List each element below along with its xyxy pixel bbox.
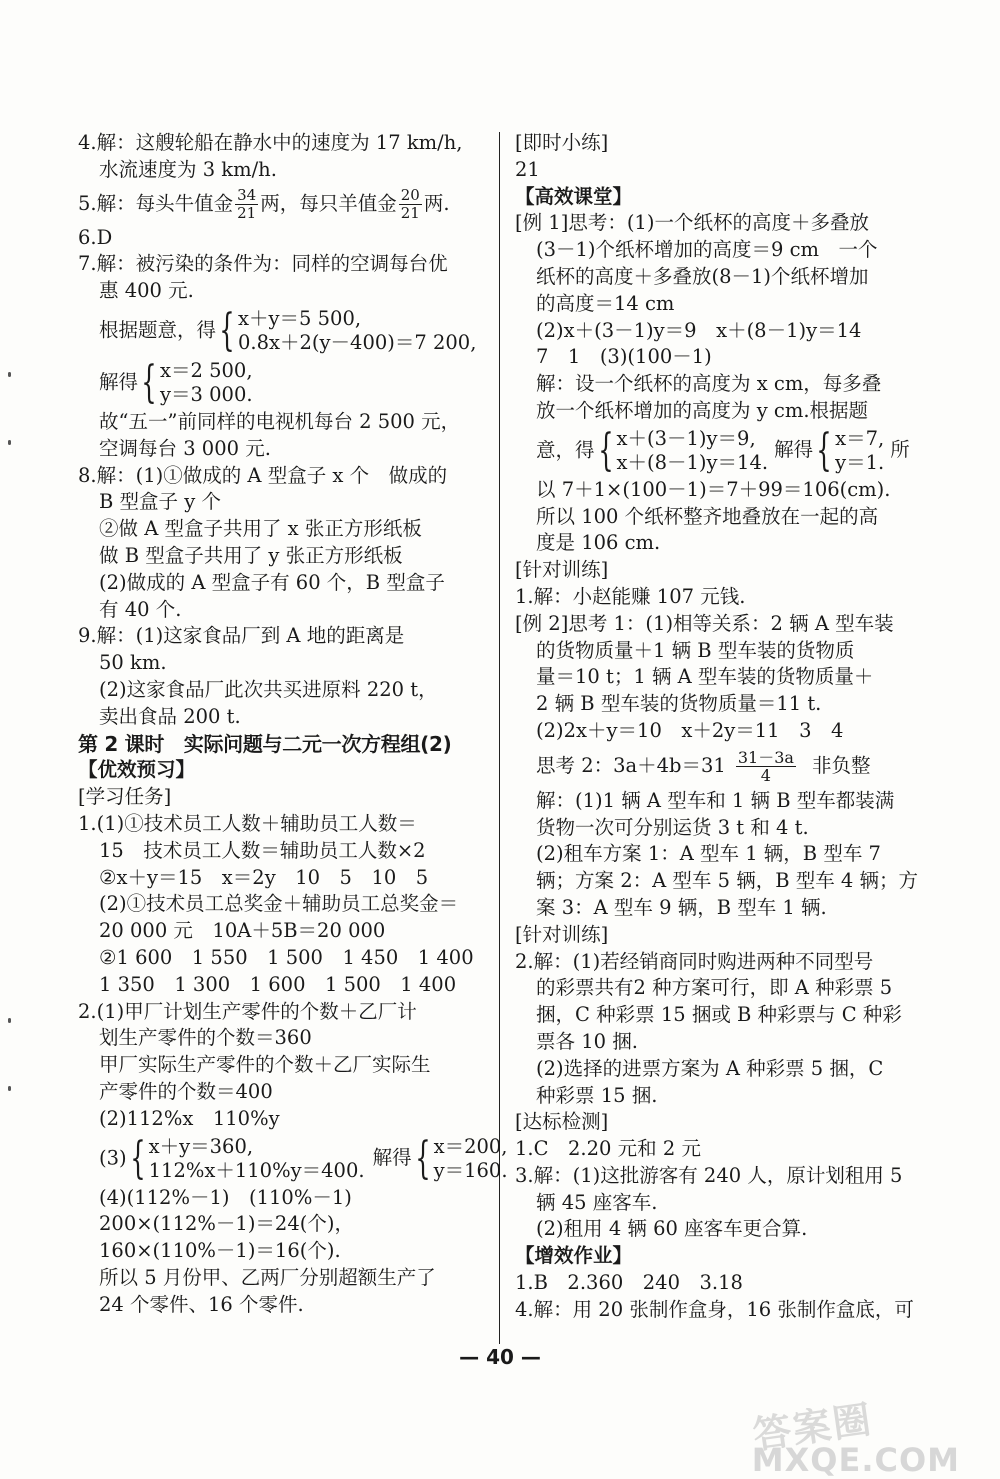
task-1-line: ②1 600 1 550 1 500 1 450 1 400 bbox=[99, 945, 474, 969]
example-2-line: 量＝10 t；1 辆 A 型车装的货物质量＋ bbox=[536, 665, 874, 689]
training-2-line: 种彩票 15 捆. bbox=[536, 1083, 658, 1107]
page-number: — 40 — bbox=[459, 1345, 541, 1369]
task-1-line: (2)①技术员工总奖金＋辅助员工总奖金＝ bbox=[99, 892, 459, 916]
equation-label: (3) bbox=[99, 1146, 127, 1170]
example-1-line: 所以 100 个纸杯整齐地叠放在一起的高 bbox=[536, 504, 879, 528]
equation-row: x＝7, bbox=[835, 426, 885, 450]
equation-system: { x＝7, y＝1. bbox=[816, 424, 885, 476]
answer-8-line: B 型盒子 y 个 bbox=[99, 490, 221, 514]
equation-system-line bbox=[515, 425, 935, 477]
training-2-line: 2.解：(1)若经销商同时购进两种不同型号 bbox=[515, 949, 874, 973]
example-1-line: 度是 106 cm. bbox=[536, 531, 661, 555]
training-2-line: 捆，C 种彩票 15 捆或 B 种彩票与 C 种彩 bbox=[536, 1003, 902, 1027]
task-2-line: 所以 5 月份甲、乙两厂分别超额生产了 bbox=[99, 1265, 436, 1289]
equation-label: 所 bbox=[890, 438, 910, 462]
subsection-heading: [学习任务] bbox=[78, 785, 172, 809]
example-2-line: 案 3：A 型车 9 辆，B 型车 1 辆. bbox=[536, 895, 827, 919]
fraction bbox=[736, 749, 796, 784]
answer-6: 6.D bbox=[78, 225, 113, 249]
equation-label: 根据题意，得 bbox=[99, 318, 217, 342]
equation-row: x＋(3－1)y＝9, bbox=[616, 426, 756, 450]
equation-system: { x＋y＝360, 112%x＋110%y＝400. bbox=[129, 1132, 365, 1184]
fraction bbox=[235, 187, 258, 222]
training-2-line: 票各 10 捆. bbox=[536, 1029, 638, 1053]
margin-mark bbox=[8, 1086, 11, 1091]
solution-system-line bbox=[78, 357, 488, 409]
answer-8-line: 8.解：(1)①做成的 A 型盒子 x 个 做成的 bbox=[78, 463, 448, 487]
task-2-line: (2)112%x 110%y bbox=[99, 1106, 280, 1130]
right-column bbox=[515, 130, 935, 1324]
subsection-heading: [针对训练] bbox=[515, 558, 609, 582]
example-2-line: (2)租车方案 1：A 型车 1 辆，B 型车 7 bbox=[536, 842, 881, 866]
homework-answers: 1.B 2.360 240 3.18 bbox=[515, 1271, 743, 1295]
example-2-line: 货物一次可分别运货 3 t 和 4 t. bbox=[536, 815, 809, 839]
task-2-line: (4)(112%－1) (110%－1) bbox=[99, 1185, 352, 1209]
answer-9-line: 卖出食品 200 t. bbox=[99, 704, 241, 728]
answer-7-line: 故“五一”前同样的电视机每台 2 500 元， bbox=[99, 409, 461, 433]
left-column bbox=[78, 130, 508, 1318]
check-3-line: 3.解：(1)这批游客有 240 人，原计划租用 5 bbox=[515, 1163, 903, 1187]
equation-row: 112%x＋110%y＝400. bbox=[148, 1158, 365, 1182]
equation-system: { x＝200, y＝160. bbox=[414, 1132, 508, 1184]
task-2-line: 甲厂实际生产零件的个数＋乙厂实际生 bbox=[99, 1053, 431, 1077]
task-2-line: 2.(1)甲厂计划生产零件的个数＋乙厂计 bbox=[78, 999, 417, 1023]
training-2-line: 的彩票共有2 种方案可行，即 A 种彩票 5 bbox=[536, 976, 893, 1000]
answer-9-line: 50 km. bbox=[99, 651, 167, 675]
think-2-line bbox=[515, 749, 935, 784]
example-2-line: 解：(1)1 辆 A 型车和 1 辆 B 型车都装满 bbox=[536, 788, 895, 812]
homework-4-line: 4.解：用 20 张制作盒身，16 张制作盒底，可 bbox=[515, 1297, 914, 1321]
answer-8-line: ②做 A 型盒子共用了 x 张正方形纸板 bbox=[99, 517, 422, 541]
example-2-line: 2 辆 B 型车装的货物质量＝11 t. bbox=[536, 692, 822, 716]
lesson-title: 第 2 课时 实际问题与二元一次方程组(2) bbox=[78, 731, 452, 756]
equation-row: y＝160. bbox=[433, 1158, 508, 1182]
check-answers: 1.C 2.20 元和 2 元 bbox=[515, 1137, 701, 1161]
example-1-line: 7 1 (3)(100－1) bbox=[536, 345, 712, 369]
equation-row: x＝2 500, bbox=[160, 358, 253, 382]
equation-label: 思考 2：3a＋4b＝31 bbox=[536, 753, 726, 777]
fraction-numerator: 20 bbox=[400, 185, 420, 204]
task-1-line: 1 350 1 300 1 600 1 500 1 400 bbox=[99, 972, 457, 996]
fraction-numerator: 31－3a bbox=[737, 747, 794, 767]
subsection-heading: [针对训练] bbox=[515, 922, 609, 946]
subsection-heading: [即时小练] bbox=[515, 131, 609, 154]
equation-row: y＝3 000. bbox=[160, 382, 253, 406]
equation-row: x＋y＝360, bbox=[148, 1134, 254, 1158]
example-1-line: (2)x＋(3－1)y＝9 x＋(8－1)y＝14 bbox=[536, 318, 862, 342]
equation-system-line bbox=[78, 1132, 508, 1185]
answer-8-line: 做 B 型盒子共用了 y 张正方形纸板 bbox=[99, 543, 403, 567]
training-2-line: (2)选择的进票方案为 A 种彩票 5 捆，C bbox=[536, 1056, 884, 1080]
watermark-logo: 答案圈 bbox=[750, 1396, 876, 1458]
example-1-line: 纸杯的高度＋多叠放(8－1)个纸杯增加 bbox=[536, 264, 869, 288]
example-1-line: (3－1)个纸杯增加的高度＝9 cm 一个 bbox=[536, 238, 878, 262]
equation-label: 解得 bbox=[774, 438, 814, 462]
training-1: 1.解：小赵能赚 107 元钱. bbox=[515, 584, 746, 608]
margin-mark bbox=[8, 1018, 11, 1023]
task-2-line: 产零件的个数＝400 bbox=[99, 1079, 273, 1103]
answer-8-line: (2)做成的 A 型盒子有 60 个，B 型盒子 bbox=[99, 570, 445, 594]
equation-label: 非负整 bbox=[811, 753, 871, 777]
fraction-denominator: 21 bbox=[400, 203, 420, 222]
fraction bbox=[399, 187, 422, 222]
watermark-url: MXQE.COM bbox=[751, 1441, 960, 1479]
task-1-line: 1.(1)①技术员工人数＋辅助员工人数＝ bbox=[78, 811, 417, 835]
subsection-heading: [达标检测] bbox=[515, 1110, 609, 1134]
equation-system-line bbox=[78, 305, 488, 357]
example-2-line: (2)2x＋y＝10 x＋2y＝11 3 4 bbox=[536, 718, 844, 742]
equation-label: 解得 bbox=[372, 1146, 412, 1170]
task-1-line: 15 技术员工人数＝辅助员工人数×2 bbox=[99, 838, 426, 862]
equation-system: { x＋y＝5 500, 0.8x＋2(y－400)＝7 200, bbox=[219, 304, 477, 356]
equation-row: 0.8x＋2(y－400)＝7 200, bbox=[238, 330, 477, 354]
answer-4-line: 4.解：这艘轮船在静水中的速度为 17 km/h, bbox=[78, 131, 463, 154]
example-1-line: 解：设一个纸杯的高度为 x cm，每多叠 bbox=[536, 372, 882, 396]
example-1-line: [例 1]思考：(1)一个纸杯的高度＋多叠放 bbox=[515, 211, 869, 235]
equation-row: x＋y＝5 500, bbox=[238, 306, 362, 330]
margin-mark bbox=[8, 440, 11, 445]
equation-row: y＝1. bbox=[835, 450, 885, 474]
check-3-line: (2)租用 4 辆 60 座客车更合算. bbox=[536, 1217, 808, 1241]
fraction-denominator: 21 bbox=[237, 203, 257, 222]
example-1-line: 以 7＋1×(100－1)＝7＋99＝106(cm). bbox=[536, 477, 891, 501]
task-1-line: 20 000 元 10A＋5B＝20 000 bbox=[99, 919, 386, 943]
answer-7-line: 空调每台 3 000 元. bbox=[99, 436, 271, 460]
task-2-line: 160×(110%－1)＝16(个). bbox=[99, 1239, 341, 1263]
margin-mark bbox=[8, 372, 11, 377]
check-3-line: 辆 45 座客车. bbox=[536, 1190, 658, 1214]
answer-5-text: 5.解：每头牛值金 bbox=[78, 191, 234, 215]
task-2-line: 200×(112%－1)＝24(个)， bbox=[99, 1212, 354, 1236]
equation-label: 解得 bbox=[99, 370, 139, 394]
answer-4-line: 水流速度为 3 km/h. bbox=[99, 157, 277, 181]
equation-system: { x＋(3－1)y＝9, x＋(8－1)y＝14. bbox=[597, 424, 769, 476]
fraction-numerator: 34 bbox=[237, 185, 257, 204]
example-2-line: 辆；方案 2：A 型车 5 辆，B 型车 4 辆；方 bbox=[536, 869, 919, 893]
equation-row: x＋(8－1)y＝14. bbox=[616, 450, 769, 474]
equation-row: x＝200, bbox=[433, 1134, 508, 1158]
answer-8-line: 有 40 个. bbox=[99, 597, 182, 621]
task-2-line: 划生产零件的个数＝360 bbox=[99, 1026, 312, 1050]
section-heading: 【优效预习】 bbox=[78, 758, 196, 782]
example-1-line: 的高度＝14 cm bbox=[536, 291, 675, 315]
equation-system: { x＝2 500, y＝3 000. bbox=[141, 356, 253, 408]
answer-7-line: 惠 400 元. bbox=[99, 279, 194, 303]
answer-9-line: 9.解：(1)这家食品厂到 A 地的距离是 bbox=[78, 624, 405, 648]
example-2-line: 的货物质量＋1 辆 B 型车装的货物质 bbox=[536, 638, 855, 662]
section-heading: 【增效作业】 bbox=[515, 1244, 633, 1268]
answer-7-line: 7.解：被污染的条件为：同样的空调每台优 bbox=[78, 252, 448, 276]
fraction-denominator: 4 bbox=[760, 765, 771, 785]
watermark bbox=[752, 1390, 960, 1479]
answer-5-text: 两，每只羊值金 bbox=[260, 191, 397, 215]
equation-label: 意，得 bbox=[536, 438, 595, 462]
section-heading: 【高效课堂】 bbox=[515, 184, 633, 208]
task-1-line: ②x＋y＝15 x＝2y 10 5 10 5 bbox=[99, 865, 429, 889]
answer-5 bbox=[78, 187, 488, 222]
answer-9-line: (2)这家食品厂此次共买进原料 220 t， bbox=[99, 677, 438, 701]
example-1-line: 放一个纸杯增加的高度为 y cm.根据题 bbox=[536, 398, 869, 422]
practice-answer: 21 bbox=[515, 157, 540, 181]
task-2-line: 24 个零件、16 个零件. bbox=[99, 1292, 304, 1316]
example-2-line: [例 2]思考 1：(1)相等关系：2 辆 A 型车装 bbox=[515, 611, 894, 635]
answer-5-text: 两. bbox=[423, 191, 450, 215]
